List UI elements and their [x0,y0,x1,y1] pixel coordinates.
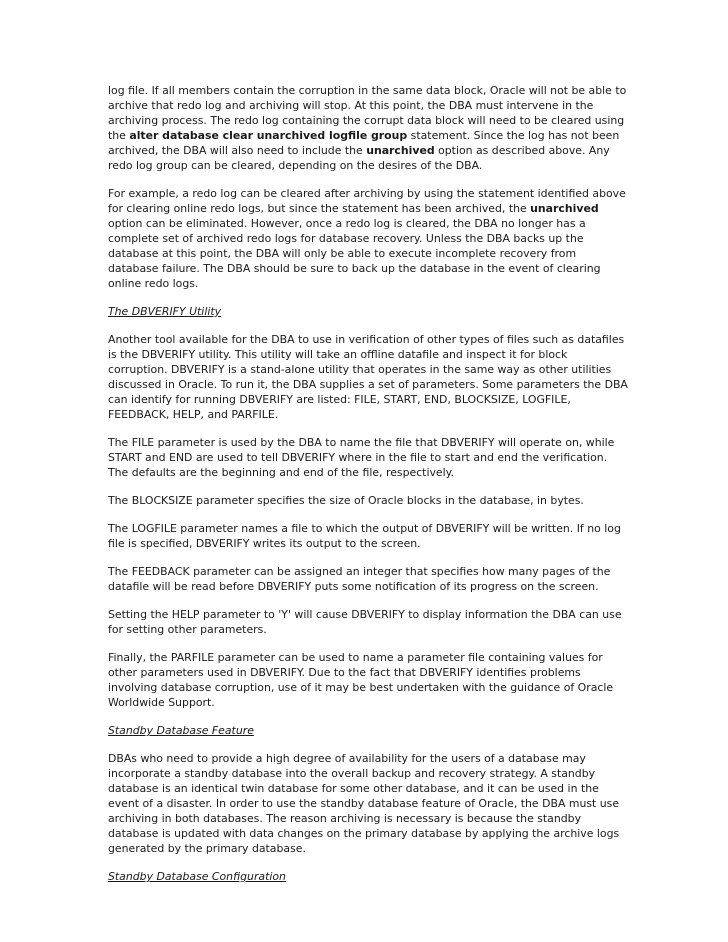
text-run: option as described above. Any redo log group can be cleared, depending on the desires of the DBA. [108,144,610,172]
paragraph-help-parameter: Setting the HELP parameter to 'Y' will cause DBVERIFY to display information the DBA can use for setting other parameters. [108,608,622,636]
bold-statement-clear-logfile: alter database clear unarchived logfile group [129,129,408,142]
document-page [108,83,628,897]
text-run: option can be eliminated. However, once a redo log is cleared, the DBA no longer has a complete set of archived redo logs for database recovery. Unless the DBA backs up the database at this point, the DBA will only be able to execute incomplete recovery from database failure. The DBA should be sure to back up the database in the event of clearing online redo logs. [108,217,601,290]
paragraph-file-parameter: The FILE parameter is used by the DBA to name the file that DBVERIFY will operate on, while START and END are used to tell DBVERIFY where in the file to start and end the verification. The defaults are the beginning and end of the file, respectively. [108,436,615,479]
section-heading-dbverify: The DBVERIFY Utility [108,305,222,318]
section-heading-standby-feature: Standby Database Feature [108,724,254,737]
paragraph-parfile-parameter: Finally, the PARFILE parameter can be used to name a parameter file containing values for other parameters used in DBVERIFY. Due to the fact that DBVERIFY identifies problems involving database corruption, use of it may be best undertaken with the guidance of Oracle Worldwide Support. [108,651,614,709]
text-run: For example, a redo log can be cleared after archiving by using the statement identified above for clearing online redo logs, but since the statement has been archived, the [108,187,626,215]
paragraph-dbverify-intro: Another tool available for the DBA to use in verification of other types of files such as datafiles is the DBVERIFY utility. This utility will take an offline datafile and inspect it for block corruption. DBVERIFY is a stand-alone utility that operates in the same way as other utilities discussed in Oracle. To run it, the DBA supplies a set of parameters. Some parameters the DBA can identify for running DBVERIFY are listed: FILE, START, END, BLOCKSIZE, LOGFILE, FEEDBACK, HELP, and PARFILE. [108,333,628,421]
section-heading-standby-configuration: Standby Database Configuration [108,870,286,883]
paragraph-redo-log-corruption [108,83,628,173]
paragraph-logfile-parameter: The LOGFILE parameter names a file to which the output of DBVERIFY will be written. If no log file is specified, DBVERIFY writes its output to the screen. [108,522,621,550]
bold-unarchived: unarchived [366,144,435,157]
text-run: statement. Since the log has not been archived, the DBA will also need to include the [108,129,620,157]
paragraph-standby-database: DBAs who need to provide a high degree of availability for the users of a database may incorporate a standby database into the overall backup and recovery strategy. A standby database is an identical twin database for some other database, and it can be used in the event of a disaster. In order to use the standby database feature of Oracle, the DBA must use archiving in both databases. The reason archiving is necessary is because the standby database is updated with data changes on the primary database by applying the archive logs generated by the primary database. [108,752,620,855]
paragraph-blocksize-parameter: The BLOCKSIZE parameter specifies the size of Oracle blocks in the database, in bytes. [108,494,584,507]
text-run: log file. If all members contain the corruption in the same data block, Oracle will not be able to archive that redo log and archiving will stop. At this point, the DBA must intervene in the archiving process. The redo log containing the corrupt data block will need to be cleared using the [108,84,627,142]
paragraph-feedback-parameter: The FEEDBACK parameter can be assigned an integer that specifies how many pages of the datafile will be read before DBVERIFY puts some notification of its progress on the screen. [108,565,611,593]
paragraph-clearing-example [108,186,628,291]
bold-unarchived: unarchived [530,202,599,215]
